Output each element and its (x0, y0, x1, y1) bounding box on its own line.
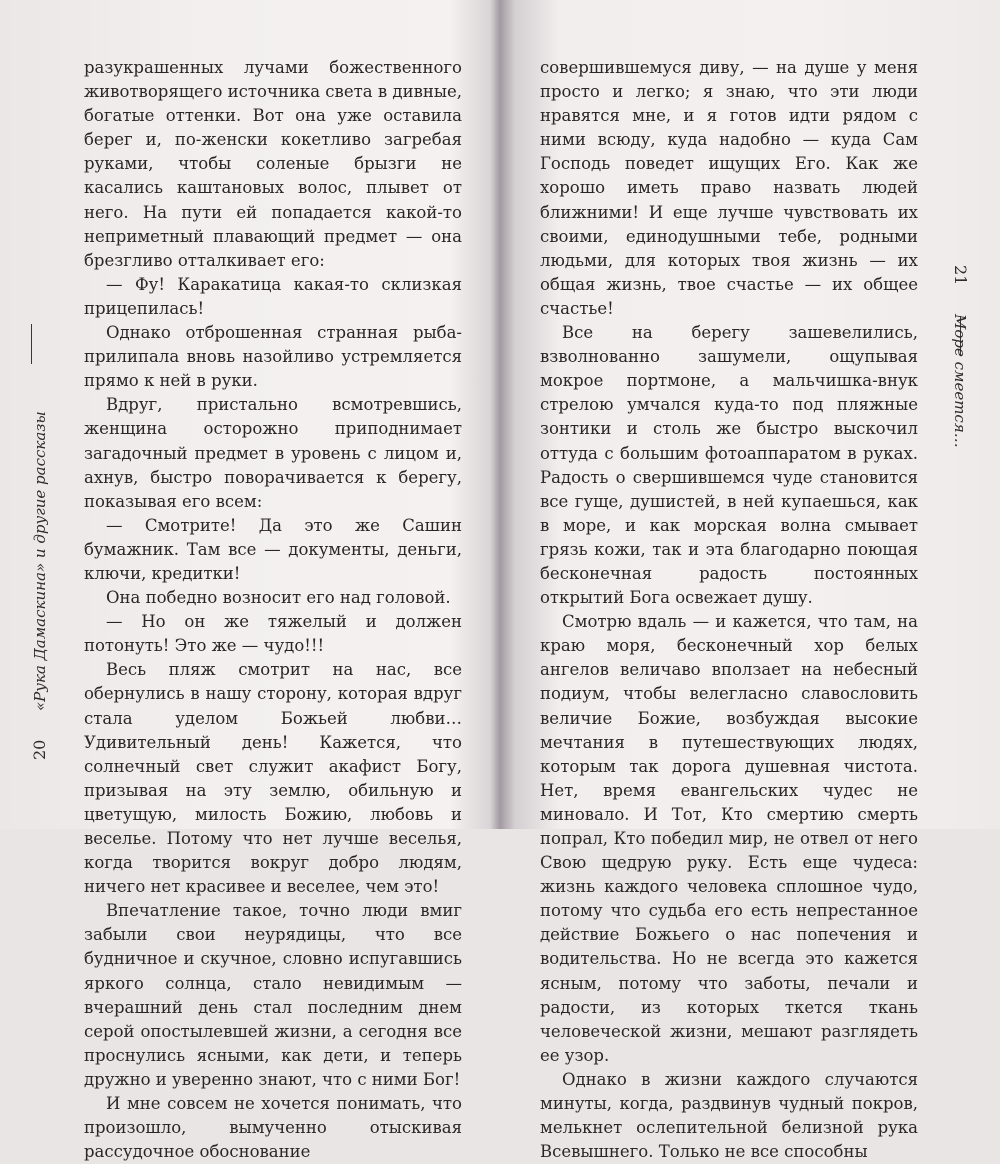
right-running-title: Море смеется… (951, 313, 969, 448)
right-page-body (540, 56, 918, 1164)
paragraph: Смотрю вдаль — и кажется, что там, на краю моря, бесконечный хор белых ангелов величаво вползает на небесный подиум, чтобы велегласно славословить величие Божие, возбуждая высокие мечтания в путешествующих людях, которым так дорога душевная чистота. Нет, время евангельских чудес не миновало. И Тот, Кто смертию смерть попрал, Кто победил мир, не отвел от него Свою щедрую руку. Есть еще чудеса: жизнь каждого человека сплошное чудо, потому что судьба его есть непрестанное действие Божьего о нас попечения и водительства. Но не всегда это кажется ясным, потому что заботы, печали и радости, из которых ткется ткань человеческой жизни, мешают разглядеть ее узор. (540, 612, 918, 1065)
paragraph: разукрашенных лучами божественного животворящего источника света в дивные, богатые оттенки. Вот она уже оставила берег и, по-женски кокетливо загребая руками, чтобы соленые брызги не касались каштановых волос, плывет от него. На пути ей попадается какой-то неприметный плавающий предмет — она брезгливо отталкивает его: (84, 58, 462, 270)
left-running-header (30, 411, 49, 760)
paragraph: Однако в жизни каждого случаются минуты, когда, раздвинув чудный покров, мелькнет ослепительной белизной рука Всевышнего. Только не все способны (540, 1069, 918, 1162)
paragraph: Весь пляж смотрит на нас, все обернулись в нашу сторону, которая вдруг стала уделом Божьей любви… Удивительный день! Кажется, что солнечный свет служит акафист Богу, призывая на эту землю, обильную и цветущую, милость Божию, любовь и веселье. Потому что нет лучше веселья, когда творится вокруг добро людям, ничего нет красивее и веселее, чем это! (84, 660, 462, 897)
paragraph: — Смотрите! Да это же Сашин бумажник. Там все — документы, деньги, ключи, кредитки! (84, 515, 462, 583)
paragraph: Однако отброшенная странная рыба-прилипала вновь назойливо устремляется прямо к ней в руки. (84, 323, 462, 391)
left-page-number: 20 (30, 739, 49, 760)
paragraph: совершившемуся диву, — на душе у меня просто и легко; я знаю, что эти люди нравятся мне, и я готов идти рядом с ними всюду, куда надобно — куда Сам Господь поведет ищущих Его. Как же хорошо иметь право назвать людей ближними! И еще лучше чувствовать их своими, единодушными тебе, родными людьми, для которых твоя жизнь — их общая жизнь, твое счастье — их общее счастье! (540, 58, 918, 318)
right-running-header (951, 265, 970, 448)
paragraph: Она победно возносит его над головой. (106, 588, 451, 608)
left-page-body (84, 56, 462, 1164)
left-header-rule (31, 324, 32, 364)
right-page-number: 21 (951, 265, 970, 286)
paragraph: Все на берегу зашевелились, взволнованно зашумели, ощупывая мокрое портмоне, а мальчишка-внук стрелою умчался куда-то под пляжные зонтики и столь же быстро выскочил оттуда с большим фотоаппаратом в руках. Радость о свершившемся чуде становится все гуще, душистей, в ней купаешься, как в море, и как морская волна смывает грязь кожи, так и эта благодарно поющая бесконечная радость постоянных открытий Бога освежает душу. (540, 323, 918, 608)
paragraph: — Фу! Каракатица какая-то склизкая прицепилась! (84, 274, 462, 318)
paragraph: И мне совсем не хочется понимать, что произошло, вымученно отыскивая рассудочное обоснование (84, 1094, 462, 1162)
left-running-title: «Рука Дамаскина» и другие рассказы (31, 411, 49, 712)
paragraph: Впечатление такое, точно люди вмиг забыли свои неурядицы, что все будничное и скучное, словно испугавшись яркого солнца, стало невидимым — вчерашний день стал последним днем серой опостылевшей жизни, а сегодня все проснулись ясными, как дети, и теперь дружно и уверенно знают, что с ними Бог! (84, 901, 462, 1089)
paragraph: Вдруг, пристально всмотревшись, женщина осторожно приподнимает загадочный предмет в уровень с лицом и, ахнув, быстро поворачивается к берегу, показывая его всем: (84, 395, 462, 511)
paragraph: — Но он же тяжелый и должен потонуть! Это же — чудо!!! (84, 612, 462, 656)
